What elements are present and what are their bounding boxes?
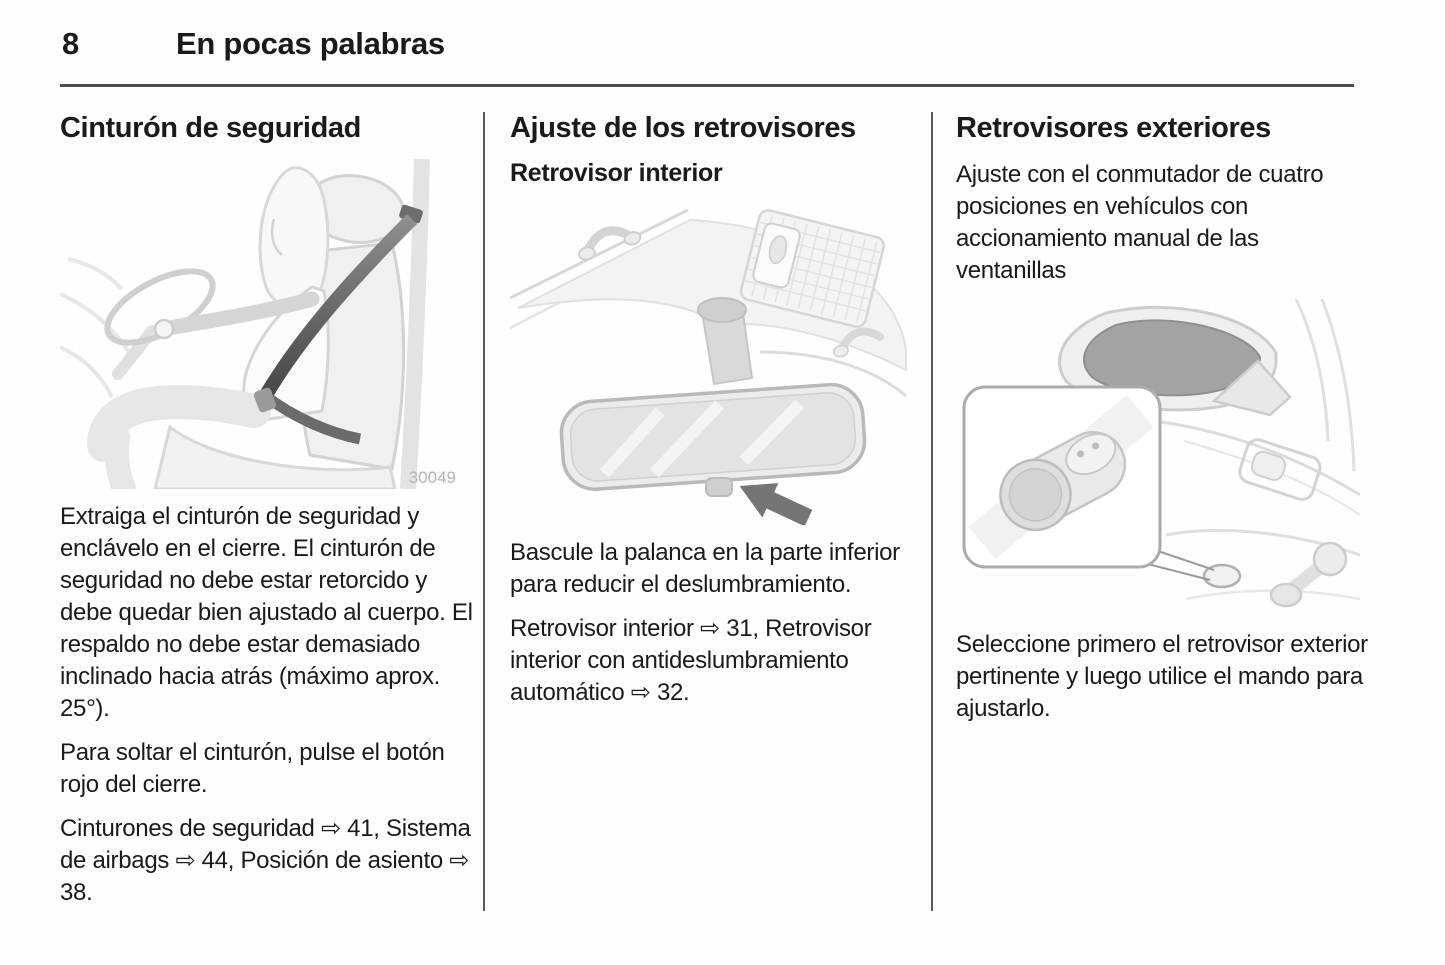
column-divider-1 (483, 112, 485, 911)
door-handle (1237, 437, 1323, 502)
paragraph: Ajuste con el conmutador de cuatro posiciones en vehículos con accionamiento manual de las ventanillas (956, 161, 1324, 284)
interior-mirror-figure (510, 200, 918, 525)
column-exterior-mirrors (956, 112, 1368, 737)
seatbelt-illustration (60, 159, 460, 489)
rearview-mirror (559, 383, 866, 492)
interior-mirror-illustration (510, 200, 908, 525)
section-heading-mirrors: Ajuste de los retrovisores (510, 112, 856, 144)
paragraph-crossrefs: Cinturones de seguridad ⇨ 41, Sistema de airbags ⇨ 44, Posición de asiento ⇨ 38. (60, 815, 471, 906)
exterior-mirror-illustration (956, 299, 1360, 617)
column-divider-2 (931, 112, 933, 911)
paragraph: Bascule la palanca en la parte inferior para reducir el deslumbramiento. (510, 539, 900, 598)
page-title: En pocas palabras (176, 26, 445, 61)
anti-glare-lever (706, 478, 732, 496)
paragraph: Extraiga el cinturón de seguridad y enclávelo en el cierre. El cinturón de seguridad no debe estar retorcido y debe quedar bien ajustado al cuerpo. El respaldo no debe estar demasiado inclinado hacia atrás (máximo aprox. 25°). (60, 503, 473, 722)
paragraph: Seleccione primero el retrovisor exterior pertinente y luego utilice el mando para ajustarlo. (956, 631, 1368, 722)
paragraph: Para soltar el cinturón, pulse el botón rojo del cierre. (60, 739, 445, 798)
header-rule (60, 84, 1354, 87)
window-crank (1271, 543, 1346, 606)
seatbelt-figure (60, 159, 474, 489)
pillar-lines (1296, 299, 1354, 471)
section-heading-exterior-mirrors: Retrovisores exteriores (956, 112, 1271, 144)
switch-callout (964, 387, 1160, 567)
paragraph-crossrefs: Retrovisor interior ⇨ 31, Retrovisor interior con antideslumbramiento automático ⇨ 32. (510, 615, 872, 706)
exterior-mirror-figure (956, 299, 1368, 617)
column-mirror-adjust (510, 112, 918, 721)
figure-code: 30049 (408, 468, 456, 487)
mirror-stem (698, 298, 752, 384)
driver-figure (104, 168, 328, 489)
page-number: 8 (62, 26, 80, 61)
sub-heading-interior-mirror: Retrovisor interior (510, 159, 723, 187)
section-heading-seatbelt: Cinturón de seguridad (60, 112, 361, 144)
column-seatbelt (60, 112, 474, 921)
